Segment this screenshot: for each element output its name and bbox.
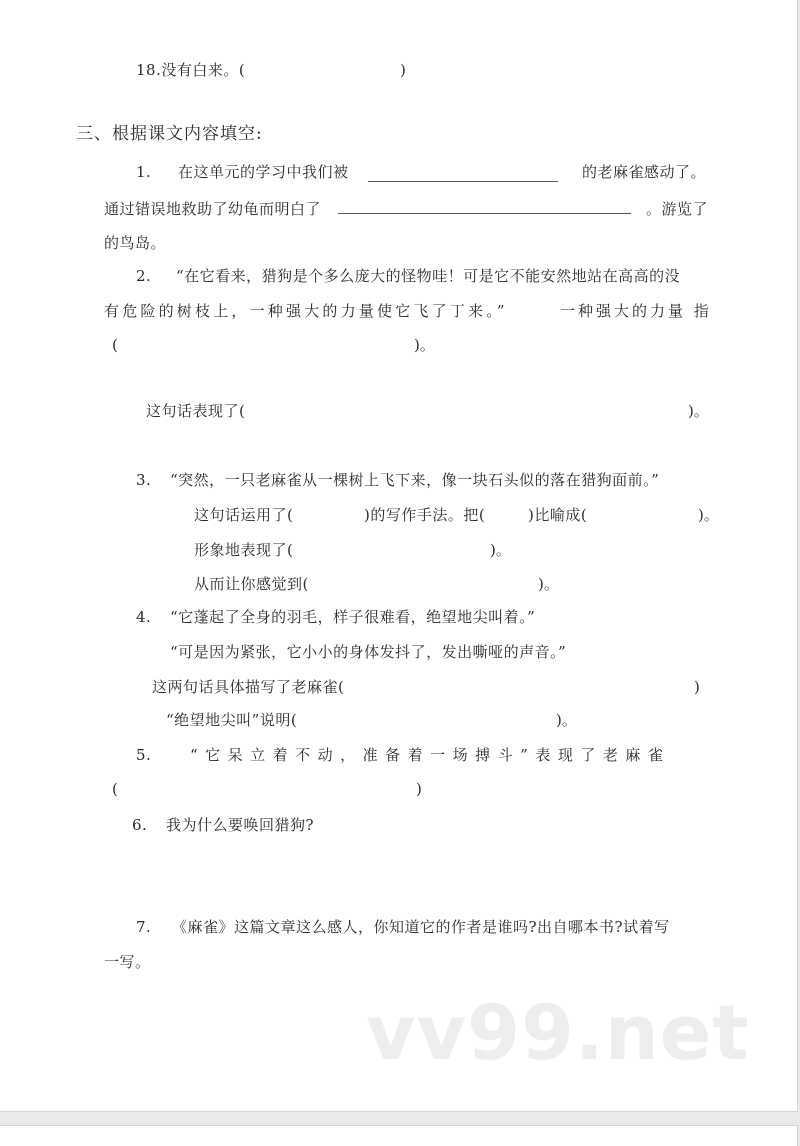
q1-blank-2[interactable] bbox=[338, 213, 631, 214]
q6-number: 6. bbox=[132, 816, 148, 834]
q2-followup: 这句话表现了( bbox=[146, 402, 246, 420]
q1-text-c: 通过错误地救助了幼龟而明白了 bbox=[104, 200, 322, 218]
q7-text: 《麻雀》这篇文章这么感人，你知道它的作者是谁吗?出自哪本书?试着写 bbox=[172, 918, 670, 936]
q2-quote-line1: “在它看来，猎狗是个多么庞大的怪物哇！可是它不能安然地站在高高的没 bbox=[176, 267, 681, 285]
q6-text: 我为什么要唤回猎狗? bbox=[166, 816, 315, 834]
q3-line1-d: )。 bbox=[698, 506, 719, 524]
q1-number: 1. bbox=[136, 163, 152, 181]
q2-prompt: 一种强大的力量 指 bbox=[560, 302, 712, 320]
q5-close-paren: ) bbox=[416, 780, 422, 798]
q3-line2-a: 形象地表现了( bbox=[194, 541, 294, 559]
q4-quote1: “它蓬起了全身的羽毛，样子很难看，绝望地尖叫着。” bbox=[170, 608, 536, 626]
q5-number: 5. bbox=[136, 746, 152, 764]
q1-text-a: 在这单元的学习中我们被 bbox=[178, 163, 349, 181]
q1-text-e: 的鸟岛。 bbox=[104, 234, 167, 252]
q2-quote-line2: 有危险的树枝上，一种强大的力量使它飞了丁来。” bbox=[104, 302, 508, 320]
q4-line2-a: “绝望地尖叫”说明( bbox=[166, 711, 298, 729]
q3-line3-b: )。 bbox=[538, 575, 559, 593]
q7-text-cont: 一写。 bbox=[104, 953, 151, 971]
q4-line1-b: ) bbox=[694, 678, 700, 696]
q3-line1-c: )比喻成( bbox=[528, 506, 588, 524]
q3-line2-b: )。 bbox=[490, 541, 511, 559]
q4-quote2: “可是因为紧张，它小小的身体发抖了，发出嘶哑的声音。” bbox=[170, 643, 567, 661]
q2-followup-answer-space[interactable] bbox=[258, 401, 683, 421]
q3-line1-a: 这句话运用了( bbox=[194, 506, 294, 524]
q2-open-paren: ( bbox=[112, 336, 118, 354]
q7-number: 7. bbox=[136, 918, 152, 936]
q3-quote: “突然，一只老麻雀从一棵树上飞下来，像一块石头似的落在猎狗面前。” bbox=[170, 471, 660, 489]
q5-text: “它呆立着不动，准备着一场搏斗”表现了老麻雀 bbox=[190, 746, 671, 764]
q2-answer-space[interactable] bbox=[122, 335, 412, 355]
q3-number: 3. bbox=[136, 471, 152, 489]
section-heading: 三、根据课文内容填空: bbox=[76, 124, 263, 144]
q4-line1-a: 这两句话具体描写了老麻雀( bbox=[152, 678, 345, 696]
item-18-label: 18.没有白来。( bbox=[136, 61, 246, 79]
q4-number: 4. bbox=[136, 608, 152, 626]
q5-open-paren: ( bbox=[112, 780, 118, 798]
q4-line2-b: )。 bbox=[556, 711, 577, 729]
q3-line3-a: 从而让你感觉到( bbox=[194, 575, 309, 593]
q2-followup-close: )。 bbox=[688, 402, 709, 420]
q1-text-b: 的老麻雀感动了。 bbox=[582, 163, 707, 181]
q2-close-paren: )。 bbox=[414, 336, 435, 354]
next-page-edge bbox=[0, 1125, 798, 1146]
q1-blank-1[interactable] bbox=[368, 181, 558, 182]
q1-text-d: 。游览了 bbox=[646, 200, 709, 218]
watermark: vv99.net bbox=[366, 988, 750, 1077]
q3-line1-b: )的写作手法。把( bbox=[364, 506, 486, 524]
q2-number: 2. bbox=[136, 267, 152, 285]
item-18-close-paren: ) bbox=[400, 61, 406, 79]
